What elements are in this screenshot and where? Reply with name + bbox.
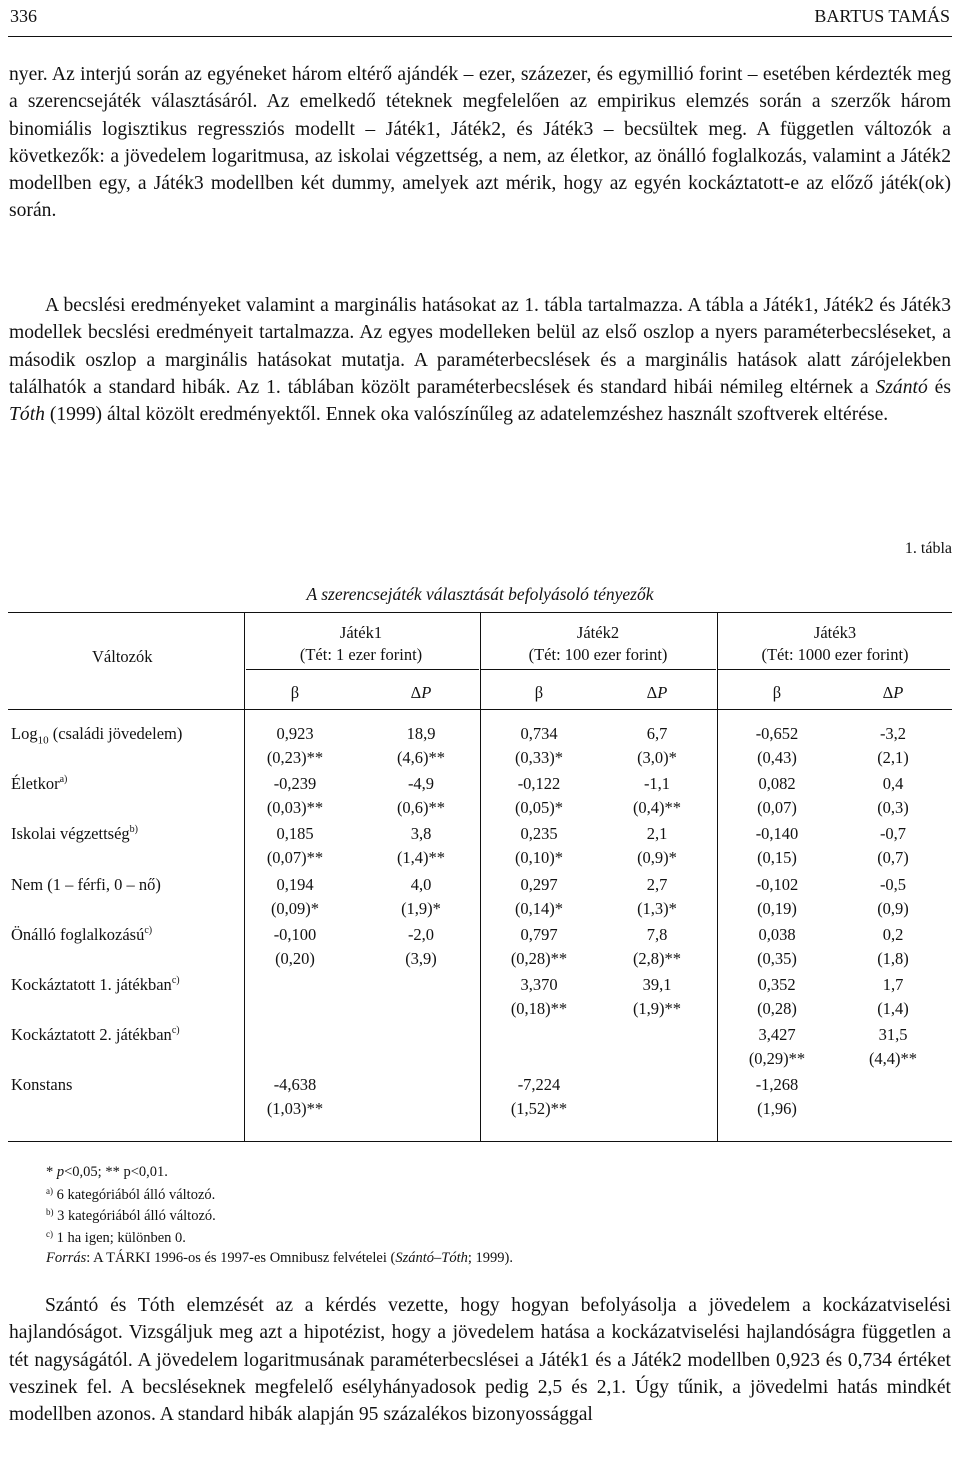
text-run: és <box>927 376 951 398</box>
std-error-cell: (0,28) <box>757 999 797 1018</box>
column-separator <box>244 612 245 1141</box>
std-error-cell: (1,8) <box>877 948 909 968</box>
estimate-cell: -0,652 <box>755 724 799 743</box>
estimate-cell: 2,1 <box>646 824 668 844</box>
estimate-cell: 18,9 <box>406 724 436 743</box>
std-error-cell: (0,07)** <box>266 848 324 868</box>
std-error-cell: (3,9) <box>405 948 437 968</box>
std-error-cell: (0,03)** <box>266 798 324 818</box>
estimate-cell: -2,0 <box>407 924 435 944</box>
column-subheader: β <box>534 683 544 702</box>
estimate-cell: 2,7 <box>646 874 668 894</box>
estimate-cell: 0,352 <box>758 975 796 994</box>
estimate-cell: -1,268 <box>755 1075 799 1095</box>
estimate-cell: -0,140 <box>755 824 799 844</box>
estimate-cell: 1,7 <box>882 975 904 994</box>
footnote: $^{c)}$ 1 ha igen; különben 0. <box>46 1228 186 1246</box>
model-header-stake: (Tét: 1000 ezer forint) <box>761 645 909 664</box>
column-separator <box>717 612 718 1141</box>
footnote: Forrás: A TÁRKI 1996-os és 1997-es Omnibusz felvételei (Szántó–Tóth; 1999). <box>46 1250 513 1266</box>
model-group-rule <box>718 669 950 670</box>
std-error-cell: (4,6)** <box>396 748 446 767</box>
estimate-cell: -4,638 <box>273 1075 317 1095</box>
footnote: $^{b)}$ 3 kategóriából álló változó. <box>46 1207 216 1224</box>
variable-label: Életkor$^{a)}$ <box>11 774 68 794</box>
std-error-cell: (2,1) <box>877 748 909 767</box>
model-header-name: Játék1 <box>339 623 383 642</box>
std-error-cell: (0,43) <box>757 748 797 767</box>
column-subheader: ΔP <box>882 683 904 702</box>
std-error-cell: (0,9) <box>877 898 909 918</box>
body-paragraph-1 <box>9 61 951 225</box>
footnote: $^{a)}$ 6 kategóriából álló változó. <box>46 1185 216 1203</box>
variable-label: Log$_{10}$ (családi jövedelem) <box>11 724 183 747</box>
estimate-cell: 3,8 <box>410 824 432 844</box>
estimate-cell: 39,1 <box>642 975 672 994</box>
estimate-cell: -0,7 <box>879 824 907 844</box>
estimate-cell: 0,194 <box>276 874 314 894</box>
estimate-cell: -1,1 <box>643 774 671 794</box>
page-number: 336 <box>10 6 37 26</box>
std-error-cell: (1,4) <box>877 999 909 1018</box>
column-subheader: β <box>290 683 300 702</box>
std-error-cell: (0,23)** <box>266 748 324 767</box>
std-error-cell: (0,35) <box>757 948 797 968</box>
std-error-cell: (0,3) <box>877 798 909 818</box>
estimate-cell: 7,8 <box>646 924 668 944</box>
std-error-cell: (0,18)** <box>510 999 568 1018</box>
std-error-cell: (1,9)* <box>401 898 441 918</box>
text-run: A becslési eredményeket valamint a marginális hatásokat az 1. tábla tartalmazza. A tábla a Játék1, Játék2 és Játék3 modellek becslési eredményeit tartalmazza. Az egyes modelleken belül az első oszlop a nyers paraméterbecsléseket, a második oszlop a marginális hatásokat mutatja. A paraméterbecslések és a marginális hatások alatt zárójelekben találhatók a standard hibák. Az 1. táblában közölt paraméterbecslések és standard hibái némileg eltérnek a <box>9 295 951 398</box>
variable-label: Kockáztatott 1. játékban$^{c)}$ <box>11 975 180 994</box>
table-bottom-rule <box>8 1141 952 1142</box>
text-run: Szántó <box>875 376 928 398</box>
model-group-rule <box>246 669 479 670</box>
std-error-cell: (0,07) <box>757 798 797 818</box>
std-error-cell: (1,9)** <box>632 999 682 1018</box>
estimate-cell: -7,224 <box>517 1075 561 1095</box>
model-header-name: Játék2 <box>576 623 620 642</box>
estimate-cell: -0,239 <box>273 774 317 794</box>
model-group-rule <box>481 669 716 670</box>
std-error-cell: (0,9)* <box>637 848 677 868</box>
std-error-cell: (0,15) <box>757 848 797 868</box>
variable-label: Önálló foglalkozású$^{c)}$ <box>11 924 153 944</box>
model-header-name: Játék3 <box>813 623 857 642</box>
estimate-cell: 0,2 <box>882 924 904 944</box>
text-run: nyer. Az interjú során az egyéneket három eltérő ajándék – ezer, százezer, és egymillió forint – esetében kérdezték meg a szerencsejáték választásáról. Az emelkedő téteknek megfelelően az empirikus elemzés során a szerzők három binomiális logisztikus regressziós modellt – Játék1, Játék2, és Játék3 – becsültek meg. A független változók a következők: a jövedelem logaritmusa, az iskolai végzettség, a nem, az életkor, az önálló foglalkozás, valamint a Játék2 modellben egy, a Játék3 modellben két dummy, amelyek azt mérik, hogy az egyén kockáztatott-e az előző játék(ok) során. <box>9 64 951 222</box>
variable-label: Kockáztatott 2. játékban$^{c)}$ <box>11 1025 180 1045</box>
estimate-cell: 0,235 <box>520 824 558 844</box>
std-error-cell: (0,28)** <box>510 948 568 968</box>
variable-label: Iskolai végzettség$^{b)}$ <box>11 824 139 844</box>
estimate-cell: -0,102 <box>755 874 799 894</box>
std-error-cell: (0,4)** <box>632 798 682 818</box>
estimate-cell: 0,923 <box>276 724 314 743</box>
std-error-cell: (1,52)** <box>510 1099 568 1119</box>
std-error-cell: (0,09)* <box>270 898 320 918</box>
estimate-cell: 0,4 <box>882 774 904 794</box>
table-caption: A szerencsejáték választását befolyásoló tényezők <box>306 584 654 604</box>
column-subheader: β <box>772 683 782 702</box>
table-header-rule <box>8 709 952 710</box>
estimate-cell: 0,297 <box>520 874 558 894</box>
estimate-cell: 0,185 <box>276 824 314 844</box>
model-header-stake: (Tét: 100 ezer forint) <box>528 645 668 664</box>
header-rule <box>8 36 952 37</box>
std-error-cell: (1,3)* <box>637 898 677 918</box>
estimate-cell: -0,100 <box>273 924 317 944</box>
std-error-cell: (0,33)* <box>514 748 564 767</box>
estimate-cell: 0,038 <box>758 924 796 944</box>
estimate-cell: 31,5 <box>878 1025 908 1045</box>
estimate-cell: -0,5 <box>879 874 907 894</box>
std-error-cell: (3,0)* <box>637 748 677 767</box>
estimate-cell: 0,734 <box>520 724 558 743</box>
estimate-cell: 0,797 <box>520 924 558 944</box>
variable-label: Konstans <box>11 1075 73 1095</box>
std-error-cell: (1,96) <box>757 1099 797 1119</box>
estimate-cell: 3,427 <box>758 1025 796 1045</box>
std-error-cell: (0,6)** <box>396 798 446 818</box>
column-header-variables: Változók <box>92 647 153 666</box>
std-error-cell: (0,19) <box>757 898 797 918</box>
std-error-cell: (0,29)** <box>748 1049 806 1069</box>
std-error-cell: (0,20) <box>275 948 315 968</box>
table-label: 1. tábla <box>904 540 952 557</box>
estimate-cell: 4,0 <box>410 874 432 894</box>
estimate-cell: -4,9 <box>407 774 435 794</box>
footnote: * p<0,05; ** p<0,01. <box>46 1164 168 1180</box>
estimate-cell: -3,2 <box>879 724 907 743</box>
column-subheader: ΔP <box>410 683 432 702</box>
std-error-cell: (1,03)** <box>266 1099 324 1119</box>
std-error-cell: (0,10)* <box>514 848 564 868</box>
std-error-cell: (2,8)** <box>632 948 682 968</box>
column-subheader: ΔP <box>646 683 668 702</box>
page-header <box>10 6 950 36</box>
std-error-cell: (1,4)** <box>396 848 446 868</box>
variable-label: Nem (1 – férfi, 0 – nő) <box>11 874 161 894</box>
estimate-cell: -0,122 <box>517 774 561 794</box>
model-header-stake: (Tét: 1 ezer forint) <box>299 645 423 664</box>
body-paragraph-2 <box>9 292 951 428</box>
body-paragraph-3: Szántó és Tóth elemzését az a kérdés vezette, hogy hogyan befolyásolja a jövedelem a kockázatviselési hajlandóságot. Vizsgáljuk meg azt a hipotézist, hogy a jövedelem hatása a kockázatviselési hajlandóságra független a tét nagyságától. A jövedelem logaritmusának paraméterbecslései a Játék1 és a Játék2 modellben 0,923 és 0,734 értéket veszinek fel. A becsléseknek megfelelő esélyhányadosok pedig 2,5 és 2,1. Úgy tűnik, a jövedelmi hatás mindkét modellben azonos. A standard hibák alapján 95 százalékos bizonyossággal <box>9 1295 951 1426</box>
estimate-cell: 3,370 <box>520 975 558 994</box>
std-error-cell: (0,7) <box>877 848 909 868</box>
std-error-cell: (0,14)* <box>514 898 564 918</box>
std-error-cell: (4,4)** <box>868 1049 918 1069</box>
estimate-cell: 6,7 <box>646 724 668 743</box>
column-separator <box>480 612 481 1141</box>
estimate-cell: 0,082 <box>758 774 796 794</box>
text-run: Tóth <box>9 404 45 426</box>
text-run: (1999) által közölt eredményektől. Ennek oka valószínűleg az adatelemzéshez használt szoftverek eltérése. <box>44 404 889 426</box>
running-head-author: BARTUS TAMÁS <box>814 6 950 26</box>
std-error-cell: (0,05)* <box>514 798 564 818</box>
